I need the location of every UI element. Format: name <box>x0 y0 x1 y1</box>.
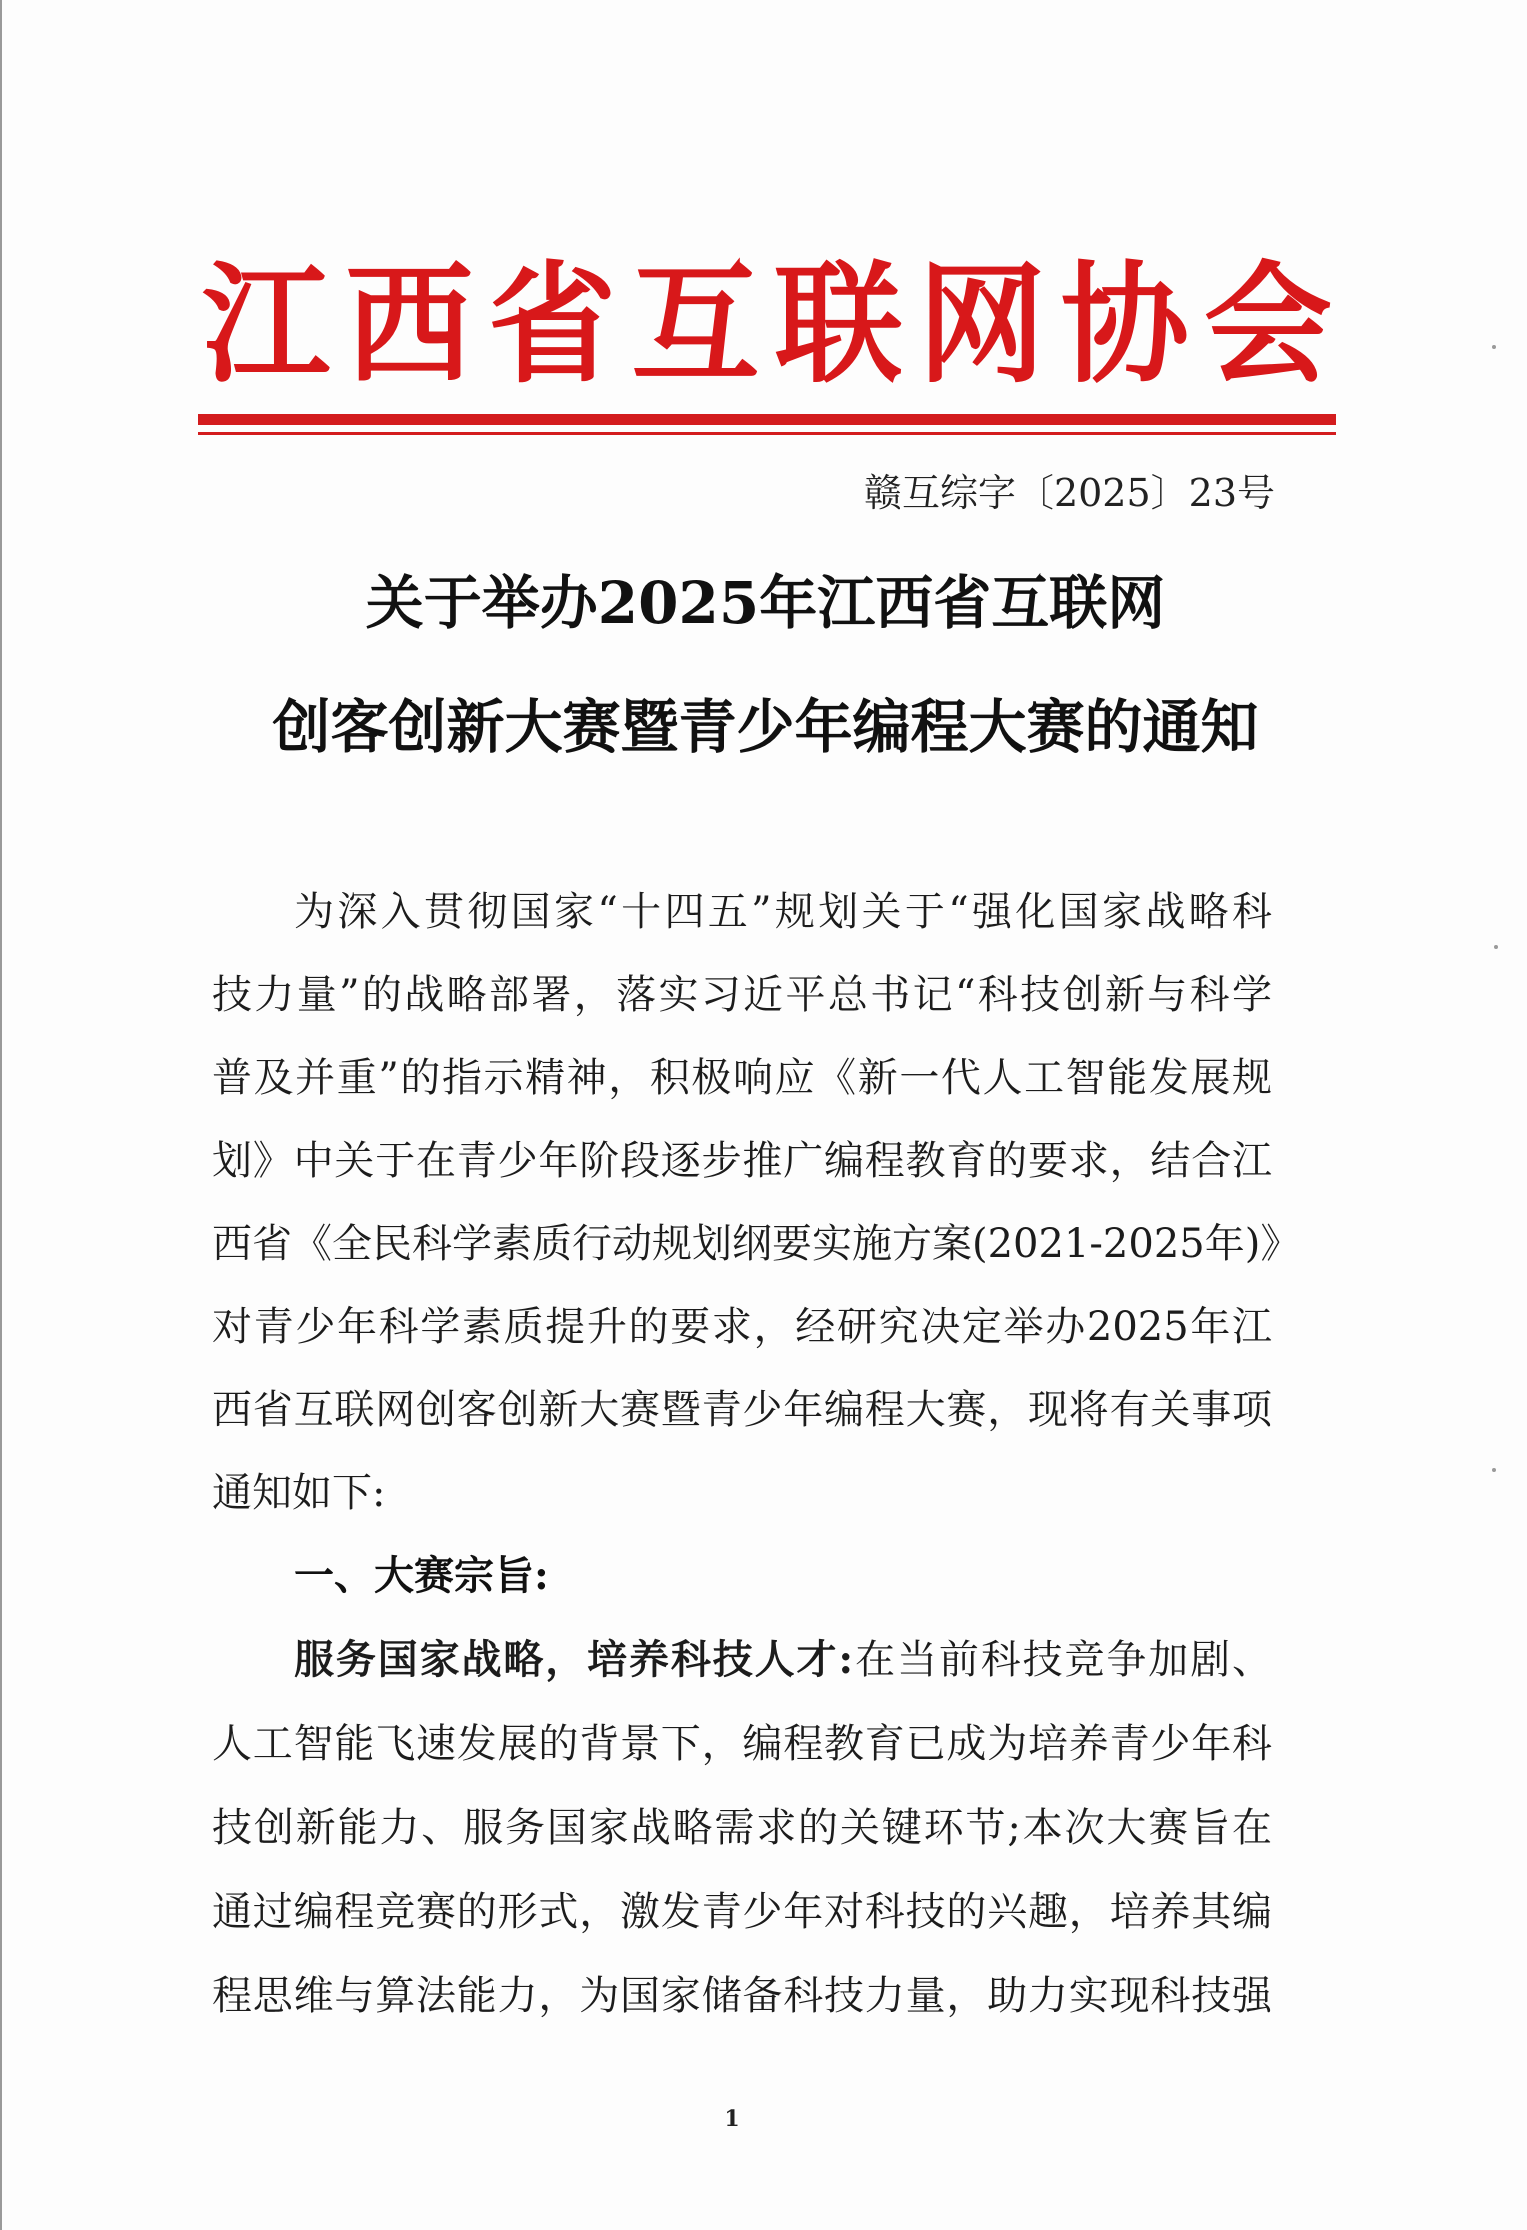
paragraph-line: 西省互联网创客创新大赛暨青少年编程大赛，现将有关事项 <box>212 1387 1272 1433</box>
paragraph-line: 对青少年科学素质提升的要求，经研究决定举办2025年江 <box>212 1304 1272 1350</box>
document-title-line: 关于举办2025年江西省互联网 <box>365 569 1166 637</box>
paragraph-lead-rest: 在当前科技竞争加剧、 <box>853 1637 1273 1683</box>
letterhead-char: 网 <box>917 248 1046 402</box>
paragraph-line: 人工智能飞速发展的背景下，编程教育已成为培养青少年科 <box>212 1721 1272 1767</box>
paragraph-line <box>294 1636 1273 1683</box>
paragraph-line: 西省《全民科学素质行动规划纲要实施方案(2021-2025年)》 <box>212 1221 1301 1267</box>
document-number: 赣互综字〔2025〕23号 <box>863 471 1275 515</box>
letterhead-char: 互 <box>631 248 760 402</box>
letterhead-char: 协 <box>1060 248 1189 402</box>
letterhead-char: 会 <box>1203 248 1332 402</box>
letterhead-red-rule-thin <box>198 432 1336 435</box>
page-number: 1 <box>724 2106 740 2132</box>
paragraph-lead-bold: 服务国家战略，培养科技人才: <box>294 1636 854 1683</box>
paragraph-line: 划》中关于在青少年阶段逐步推广编程教育的要求，结合江 <box>212 1138 1272 1184</box>
letterhead-red-rule <box>198 414 1336 425</box>
scan-speck <box>1492 345 1496 349</box>
scan-speck <box>1492 1468 1496 1472</box>
letterhead-org-name <box>202 240 1332 410</box>
paragraph-line: 技力量”的战略部署，落实习近平总书记“科技创新与科学 <box>212 972 1272 1018</box>
paragraph-line: 通知如下: <box>212 1470 386 1516</box>
letterhead-char: 省 <box>488 248 617 402</box>
paragraph-line: 技创新能力、服务国家战略需求的关键环节;本次大赛旨在 <box>212 1805 1272 1851</box>
paragraph-line: 程思维与算法能力，为国家储备科技力量，助力实现科技强 <box>212 1973 1272 2019</box>
paragraph-line: 为深入贯彻国家“十四五”规划关于“强化国家战略科 <box>294 889 1272 935</box>
section-heading: 一、大赛宗旨: <box>294 1552 549 1599</box>
letterhead-char: 江 <box>202 248 331 402</box>
letterhead-char: 西 <box>345 248 474 402</box>
document-title-line: 创客创新大赛暨青少年编程大赛的通知 <box>272 693 1259 761</box>
scan-speck <box>1494 945 1498 949</box>
letterhead-char: 联 <box>774 248 903 402</box>
paragraph-line: 通过编程竞赛的形式，激发青少年对科技的兴趣，培养其编 <box>212 1889 1272 1935</box>
paragraph-line: 普及并重”的指示精神，积极响应《新一代人工智能发展规 <box>212 1055 1272 1101</box>
